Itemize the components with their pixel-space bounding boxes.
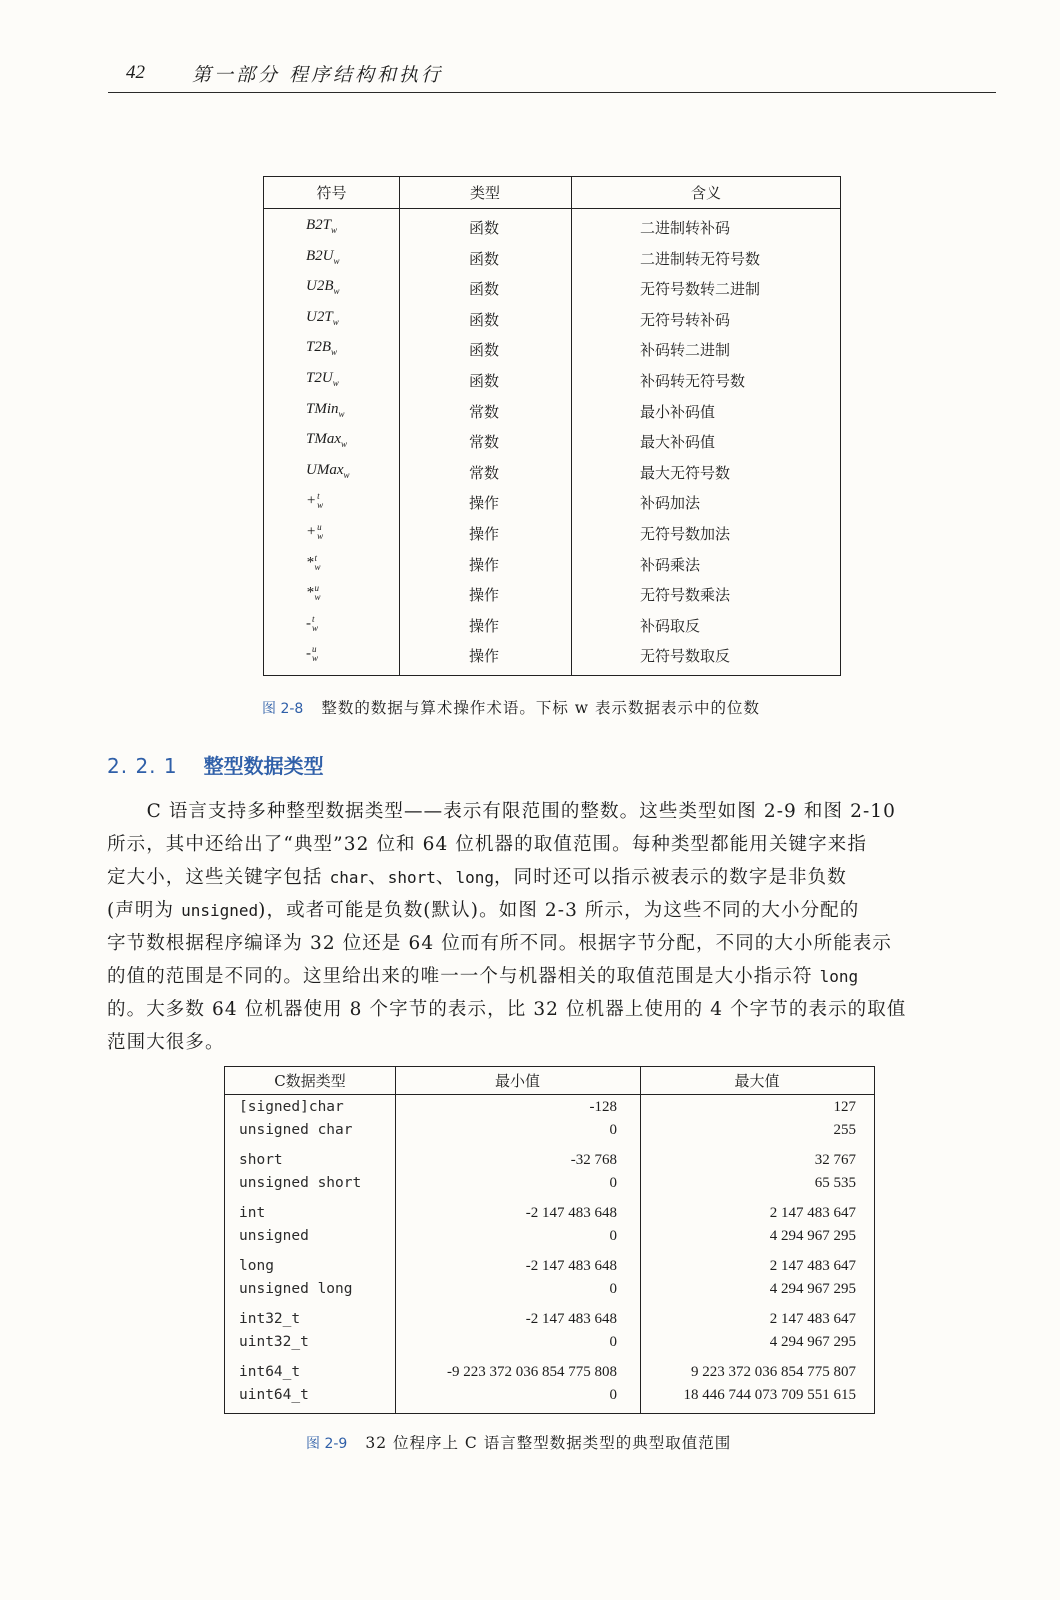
table-row — [264, 213, 840, 243]
integer-range-table — [224, 1066, 875, 1414]
type-cell: 函数 — [469, 341, 500, 360]
c-type-cell: unsigned long — [239, 1280, 353, 1297]
c-type-cell: [signed]char — [239, 1099, 344, 1115]
table-row — [225, 1258, 874, 1280]
table-row — [264, 641, 840, 671]
table-row — [264, 611, 840, 641]
caption-text: 32 位程序上 C 语言整型数据类型的典型取值范围 — [365, 1434, 732, 1452]
symbol-subscript: w — [333, 286, 340, 297]
terminology-table — [263, 176, 841, 676]
max-value-cell: 127 — [833, 1099, 856, 1115]
text-line — [107, 795, 993, 828]
symbol-base: - — [306, 645, 311, 662]
symbol-superscript: u — [312, 644, 317, 655]
table-row — [264, 305, 840, 335]
meaning-cell: 补码转无符号数 — [640, 372, 746, 390]
symbol-base: + — [306, 523, 317, 540]
symbol-cell — [306, 615, 318, 633]
c-type-cell: short — [239, 1152, 283, 1168]
symbol-cell — [306, 401, 345, 419]
text-run: 、 — [368, 867, 388, 888]
text-line — [107, 993, 993, 1026]
symbol-subscript: w — [331, 225, 338, 235]
type-cell: 函数 — [469, 372, 500, 390]
meaning-cell: 无符号数乘法 — [640, 586, 731, 605]
code-keyword: long — [819, 967, 859, 986]
text-line — [107, 861, 993, 894]
c-type-cell: uint32_t — [239, 1333, 309, 1350]
table-row — [264, 458, 840, 488]
symbol-base: * — [306, 554, 314, 571]
symbol-subscript: w — [314, 592, 321, 603]
c-type-cell: int — [239, 1205, 266, 1221]
symbol-cell — [306, 370, 339, 388]
type-cell: 函数 — [469, 219, 500, 237]
min-value-cell: 0 — [609, 1121, 617, 1138]
symbol-base: - — [306, 615, 311, 632]
meaning-cell: 无符号转补码 — [640, 310, 731, 329]
type-cell: 操作 — [469, 525, 500, 543]
symbol-cell — [306, 217, 337, 235]
type-cell: 操作 — [469, 586, 500, 605]
table-row — [264, 397, 840, 427]
symbol-subscript: w — [312, 622, 319, 633]
symbol-base: U2T — [306, 308, 333, 325]
min-value-cell: -128 — [589, 1099, 617, 1115]
max-value-cell: 4 294 967 295 — [769, 1280, 856, 1297]
symbol-subscript: w — [341, 439, 348, 450]
text-run: )，或者可能是负数(默认)。如图 2-3 所示，为这些不同的大小分配的 — [258, 900, 860, 921]
column-header-min: 最小值 — [494, 1072, 540, 1090]
type-cell: 操作 — [469, 616, 500, 635]
table-header-row — [264, 177, 840, 209]
section-heading — [107, 750, 324, 779]
symbol-superscript: u — [314, 583, 319, 594]
symbol-superscript: u — [317, 522, 322, 532]
max-value-cell: 4 294 967 295 — [769, 1333, 856, 1350]
table-row — [225, 1152, 874, 1174]
body-paragraph — [107, 795, 993, 1059]
table-header-row — [225, 1067, 874, 1095]
meaning-cell: 无符号数加法 — [640, 525, 731, 543]
min-value-cell: 0 — [609, 1174, 617, 1191]
text-line — [107, 894, 993, 927]
text-line — [107, 960, 993, 993]
max-value-cell: 32 767 — [814, 1152, 856, 1168]
code-keyword: unsigned — [181, 901, 259, 920]
symbol-subscript: w — [317, 500, 324, 511]
symbol-base: B2T — [306, 217, 332, 233]
section-title: 整型数据类型 — [203, 754, 324, 778]
symbol-cell — [306, 278, 340, 296]
symbol-cell — [306, 523, 323, 541]
table-row — [264, 550, 840, 580]
meaning-cell: 补码转二进制 — [640, 341, 731, 360]
min-value-cell: -2 147 483 648 — [525, 1258, 617, 1274]
symbol-subscript: w — [317, 531, 324, 541]
symbol-cell — [306, 309, 339, 327]
symbol-subscript: w — [343, 469, 350, 480]
symbol-base: UMax — [306, 461, 344, 478]
symbol-cell — [306, 431, 347, 449]
caption-text: 整数的数据与算术操作术语。下标 w 表示数据表示中的位数 — [321, 699, 760, 717]
table-row — [225, 1364, 874, 1386]
figure-caption-2-9 — [306, 1431, 731, 1453]
symbol-base: + — [306, 492, 317, 509]
table-row — [264, 335, 840, 365]
meaning-cell: 二进制转无符号数 — [640, 249, 761, 268]
min-value-cell: -9 223 372 036 854 775 808 — [447, 1364, 617, 1380]
meaning-cell: 补码取反 — [640, 616, 701, 635]
table-row — [264, 519, 840, 549]
column-header-max: 最大值 — [734, 1072, 780, 1090]
symbol-superscript: t — [314, 552, 318, 563]
meaning-cell: 补码乘法 — [640, 555, 701, 574]
meaning-cell: 最大无符号数 — [640, 463, 731, 482]
table-row — [264, 366, 840, 396]
symbol-base: B2U — [306, 247, 334, 264]
c-type-cell: int32_t — [239, 1311, 301, 1327]
text-run: ，同时还可以指示被表示的数字是非负数 — [494, 867, 847, 888]
c-type-cell: uint64_t — [239, 1386, 309, 1403]
text-run: C 语言支持多种整型数据类型——表示有限范围的整数。这些类型如图 2-9 和图 2-10 — [127, 801, 897, 822]
text-run: 所示，其中还给出了“典型”32 位和 64 位机器的取值范围。每种类型都能用关键字来指 — [107, 834, 867, 855]
symbol-cell — [306, 462, 350, 480]
meaning-cell: 无符号数取反 — [640, 647, 731, 666]
max-value-cell: 18 446 744 073 709 551 615 — [683, 1386, 856, 1403]
symbol-subscript: w — [314, 561, 321, 572]
text-run: 的值的范围是不同的。这里给出来的唯一一个与机器相关的取值范围是大小指示符 — [107, 966, 820, 987]
min-value-cell: 0 — [609, 1227, 617, 1244]
table-row — [225, 1175, 874, 1197]
max-value-cell: 2 147 483 647 — [769, 1205, 856, 1221]
symbol-subscript: w — [332, 316, 339, 327]
c-type-cell: long — [239, 1258, 274, 1274]
meaning-cell: 无符号数转二进制 — [640, 280, 761, 299]
table-row — [264, 427, 840, 457]
symbol-cell — [306, 339, 337, 357]
c-type-cell: unsigned char — [239, 1121, 353, 1138]
figure-caption-2-8 — [262, 696, 760, 718]
text-line — [107, 828, 993, 861]
page-header — [108, 62, 996, 93]
text-run: 的。大多数 64 位机器使用 8 个字节的表示，比 32 位机器上使用的 4 个字节的表示的取值 — [107, 999, 907, 1020]
table-row — [264, 580, 840, 610]
text-run: 字节数根据程序编译为 32 位还是 64 位而有所不同。根据字节分配，不同的大小所能表示 — [107, 933, 893, 954]
symbol-subscript: w — [332, 378, 339, 388]
running-header-title: 第一部分 程序结构和执行 — [192, 64, 444, 86]
symbol-subscript: w — [333, 255, 340, 266]
symbol-base: TMax — [306, 431, 341, 448]
column-header-symbol: 符号 — [316, 184, 347, 202]
column-header-meaning: 含义 — [690, 184, 721, 202]
column-header-c-type: C数据类型 — [274, 1072, 346, 1090]
table-row — [225, 1334, 874, 1356]
symbol-cell — [306, 248, 340, 266]
min-value-cell: -2 147 483 648 — [525, 1311, 617, 1327]
meaning-cell: 补码加法 — [640, 494, 701, 513]
table-row — [225, 1311, 874, 1333]
symbol-superscript: t — [317, 491, 320, 502]
symbol-superscript: t — [312, 613, 315, 624]
column-header-type: 类型 — [469, 184, 500, 202]
table-row — [225, 1387, 874, 1409]
meaning-cell: 最小补码值 — [640, 402, 716, 421]
text-run: 定大小，这些关键字包括 — [107, 867, 330, 888]
c-type-cell: unsigned — [239, 1227, 309, 1244]
min-value-cell: 0 — [609, 1333, 617, 1350]
table-row — [225, 1228, 874, 1250]
max-value-cell: 2 147 483 647 — [769, 1311, 856, 1327]
code-keyword: long — [455, 868, 495, 887]
type-cell: 函数 — [469, 310, 500, 329]
symbol-subscript: w — [331, 347, 338, 358]
max-value-cell: 4 294 967 295 — [769, 1227, 856, 1244]
text-run: 、 — [435, 867, 456, 888]
min-value-cell: 0 — [609, 1280, 617, 1297]
figure-label: 图 2-8 — [262, 701, 304, 717]
symbol-base: T2B — [306, 339, 332, 356]
type-cell: 操作 — [469, 647, 500, 666]
max-value-cell: 2 147 483 647 — [769, 1258, 856, 1274]
table-row — [225, 1205, 874, 1227]
min-value-cell: -2 147 483 648 — [525, 1205, 617, 1221]
table-row — [264, 274, 840, 304]
meaning-cell: 二进制转补码 — [640, 219, 731, 237]
symbol-cell — [306, 492, 323, 510]
text-line — [107, 927, 993, 960]
type-cell: 常数 — [469, 463, 500, 482]
table-row — [264, 244, 840, 274]
figure-label: 图 2-9 — [306, 1436, 348, 1452]
min-value-cell: -32 768 — [570, 1152, 617, 1168]
code-keyword: char — [329, 868, 369, 887]
type-cell: 常数 — [469, 433, 500, 452]
symbol-subscript: w — [312, 653, 319, 664]
page-number: 42 — [126, 62, 145, 83]
type-cell: 操作 — [469, 555, 500, 574]
symbol-cell — [306, 554, 321, 572]
symbol-base: U2B — [306, 278, 334, 295]
code-keyword: short — [387, 868, 436, 887]
table-row — [225, 1099, 874, 1121]
c-type-cell: unsigned short — [239, 1174, 362, 1191]
max-value-cell: 9 223 372 036 854 775 807 — [691, 1364, 856, 1380]
min-value-cell: 0 — [609, 1386, 617, 1403]
type-cell: 函数 — [469, 280, 500, 299]
symbol-base: * — [306, 584, 314, 601]
section-number: 2. 2. 1 — [107, 754, 178, 778]
table-row — [225, 1281, 874, 1303]
table-row — [264, 488, 840, 518]
type-cell: 操作 — [469, 494, 500, 513]
max-value-cell: 255 — [833, 1121, 856, 1138]
symbol-cell — [306, 645, 318, 663]
symbol-base: TMin — [306, 400, 339, 417]
symbol-base: T2U — [306, 370, 333, 386]
meaning-cell: 最大补码值 — [640, 433, 716, 452]
text-run: 范围大很多。 — [107, 1032, 225, 1053]
table-row — [225, 1122, 874, 1144]
symbol-subscript: w — [338, 408, 345, 419]
text-line — [107, 1026, 993, 1059]
c-type-cell: int64_t — [239, 1364, 301, 1380]
max-value-cell: 65 535 — [814, 1174, 856, 1191]
type-cell: 函数 — [469, 249, 500, 268]
text-run: (声明为 — [107, 900, 182, 921]
symbol-cell — [306, 584, 321, 602]
type-cell: 常数 — [469, 402, 500, 421]
